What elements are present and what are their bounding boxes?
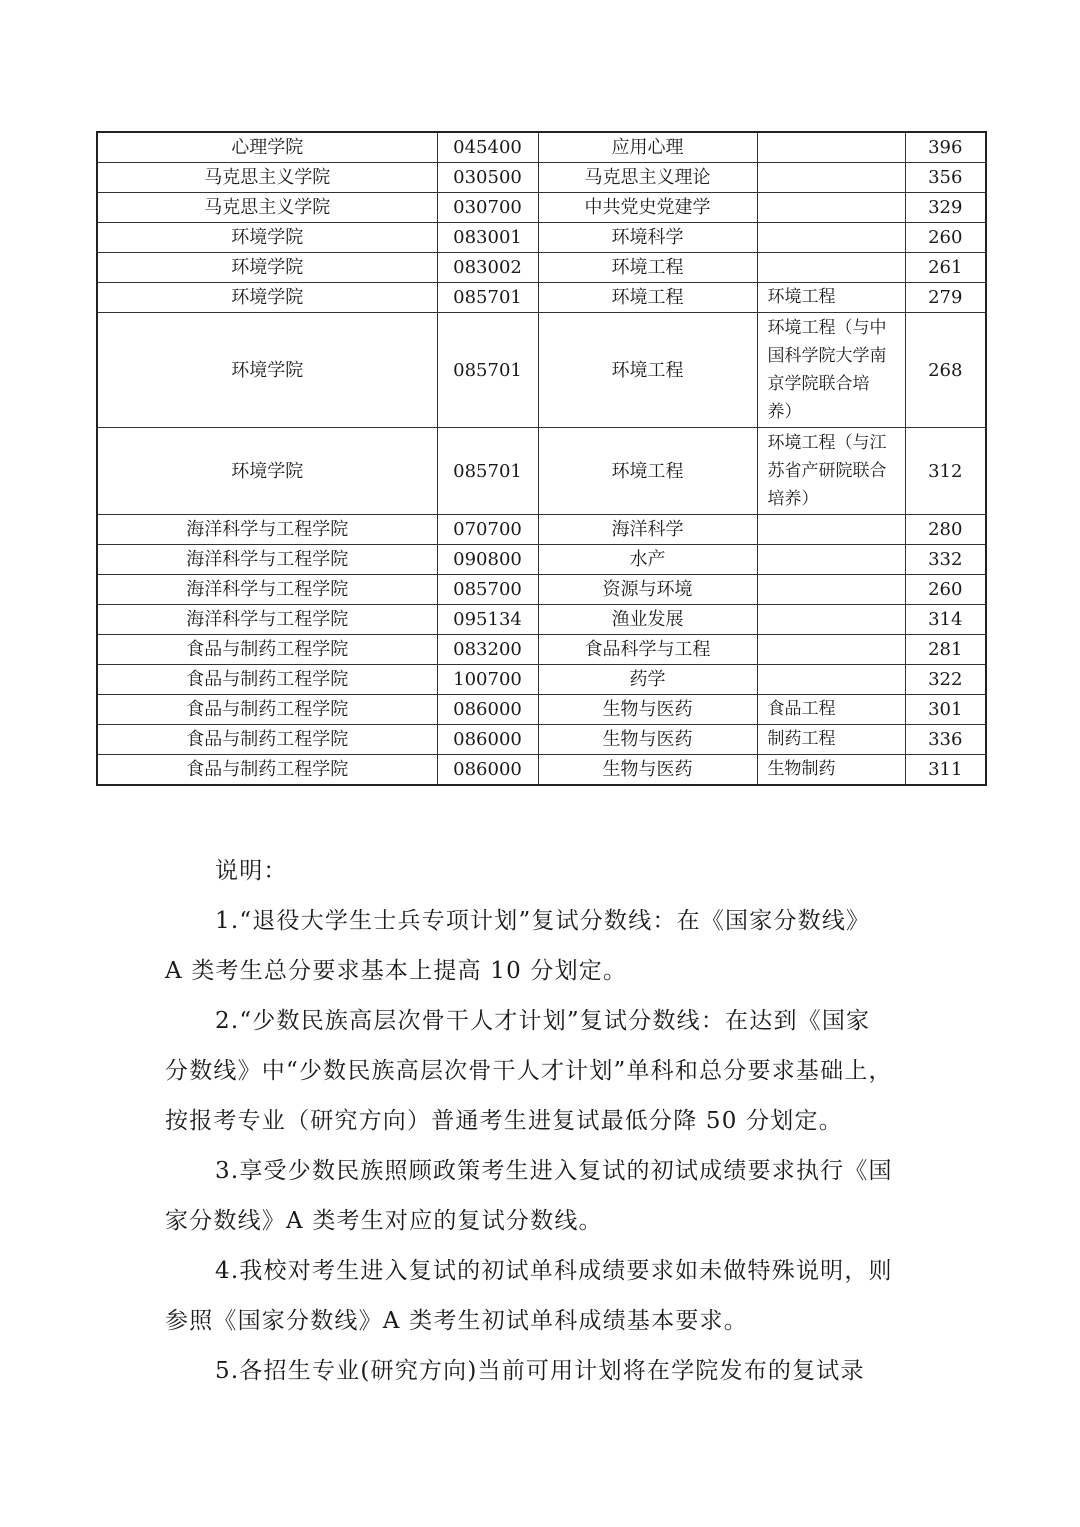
major-name-cell: 生物与医药 [538, 755, 757, 786]
college-cell: 环境学院 [97, 253, 437, 283]
note-line: 1.“退役大学生士兵专项计划”复试分数线：在《国家分数线》 [215, 908, 871, 934]
college-cell: 海洋科学与工程学院 [97, 575, 437, 605]
score-cell: 261 [905, 253, 986, 283]
college-cell: 食品与制药工程学院 [97, 695, 437, 725]
major-name-cell: 环境工程 [538, 428, 757, 515]
direction-line: 培养） [767, 489, 819, 509]
score-cell: 260 [905, 575, 986, 605]
score-cell: 311 [905, 755, 986, 786]
table-row [97, 725, 986, 755]
direction-line: 苏省产研院联合 [767, 461, 887, 481]
major-code-cell: 086000 [437, 695, 538, 725]
college-cell: 心理学院 [97, 132, 437, 163]
direction-line: 养） [767, 402, 802, 422]
table-row [97, 163, 986, 193]
college-cell: 海洋科学与工程学院 [97, 515, 437, 545]
score-cell: 396 [905, 132, 986, 163]
score-cell: 281 [905, 635, 986, 665]
direction-line: 国科学院大学南 [767, 346, 887, 366]
college-cell: 食品与制药工程学院 [97, 665, 437, 695]
major-name-cell: 海洋科学 [538, 515, 757, 545]
major-code-cell: 100700 [437, 665, 538, 695]
direction-cell [757, 313, 905, 428]
major-name-cell: 环境工程 [538, 313, 757, 428]
table-row [97, 253, 986, 283]
note-line: 按报考专业（研究方向）普通考生进复试最低分降 50 分划定。 [165, 1108, 843, 1134]
note-line: 家分数线》A 类考生对应的复试分数线。 [165, 1208, 603, 1234]
major-name-cell: 水产 [538, 545, 757, 575]
direction-line: 京学院联合培 [767, 374, 870, 394]
score-cell: 280 [905, 515, 986, 545]
major-code-cell: 090800 [437, 545, 538, 575]
note-line: 5.各招生专业(研究方向)当前可用计划将在学院发布的复试录 [215, 1358, 865, 1384]
major-name-cell: 生物与医药 [538, 695, 757, 725]
major-code-cell: 095134 [437, 605, 538, 635]
major-code-cell: 045400 [437, 132, 538, 163]
college-cell: 环境学院 [97, 283, 437, 313]
table-row [97, 313, 986, 428]
major-name-cell: 药学 [538, 665, 757, 695]
direction-cell [757, 635, 905, 665]
college-cell: 马克思主义学院 [97, 193, 437, 223]
major-name-cell: 环境工程 [538, 253, 757, 283]
table-row [97, 283, 986, 313]
table-row [97, 605, 986, 635]
table-row [97, 545, 986, 575]
score-cell: 332 [905, 545, 986, 575]
college-cell: 环境学院 [97, 428, 437, 515]
major-name-cell: 食品科学与工程 [538, 635, 757, 665]
table-row [97, 193, 986, 223]
direction-cell: 生物制药 [757, 755, 905, 786]
note-line: 4.我校对考生进入复试的初试单科成绩要求如未做特殊说明，则 [215, 1258, 893, 1284]
major-name-cell: 渔业发展 [538, 605, 757, 635]
major-code-cell: 085701 [437, 283, 538, 313]
note-item [165, 896, 925, 996]
direction-cell [757, 545, 905, 575]
major-code-cell: 070700 [437, 515, 538, 545]
major-code-cell: 085701 [437, 428, 538, 515]
direction-cell: 环境工程 [757, 283, 905, 313]
note-line: 3.享受少数民族照顾政策考生进入复试的初试成绩要求执行《国 [215, 1158, 893, 1184]
major-name-cell: 中共党史党建学 [538, 193, 757, 223]
major-code-cell: 086000 [437, 755, 538, 786]
note-item [165, 1146, 925, 1246]
score-cell: 268 [905, 313, 986, 428]
table-row [97, 132, 986, 163]
score-cell: 279 [905, 283, 986, 313]
direction-cell [757, 575, 905, 605]
major-code-cell: 083002 [437, 253, 538, 283]
note-line: 参照《国家分数线》A 类考生初试单科成绩基本要求。 [165, 1308, 748, 1334]
direction-line: 环境工程（与江 [767, 433, 887, 453]
direction-cell [757, 253, 905, 283]
major-code-cell: 030700 [437, 193, 538, 223]
major-name-cell: 马克思主义理论 [538, 163, 757, 193]
score-cell: 260 [905, 223, 986, 253]
table-row [97, 695, 986, 725]
table-row [97, 223, 986, 253]
note-item [165, 1246, 925, 1346]
major-code-cell: 085701 [437, 313, 538, 428]
note-item [165, 996, 925, 1146]
college-cell: 海洋科学与工程学院 [97, 545, 437, 575]
direction-cell: 制药工程 [757, 725, 905, 755]
college-cell: 环境学院 [97, 313, 437, 428]
college-cell: 海洋科学与工程学院 [97, 605, 437, 635]
major-name-cell: 环境科学 [538, 223, 757, 253]
direction-cell [757, 223, 905, 253]
notes-heading: 说明： [215, 858, 288, 884]
major-code-cell: 085700 [437, 575, 538, 605]
table-body [97, 132, 986, 785]
direction-cell [757, 193, 905, 223]
table-row [97, 428, 986, 515]
notes-section [165, 846, 925, 1396]
direction-cell [757, 605, 905, 635]
direction-cell [757, 163, 905, 193]
notes-list [165, 896, 925, 1396]
major-name-cell: 资源与环境 [538, 575, 757, 605]
score-cell: 312 [905, 428, 986, 515]
note-line: A 类考生总分要求基本上提高 10 分划定。 [165, 958, 628, 984]
major-name-cell: 环境工程 [538, 283, 757, 313]
score-table [96, 131, 987, 786]
college-cell: 食品与制药工程学院 [97, 755, 437, 786]
score-cell: 314 [905, 605, 986, 635]
major-code-cell: 083200 [437, 635, 538, 665]
table-row [97, 575, 986, 605]
college-cell: 食品与制药工程学院 [97, 635, 437, 665]
college-cell: 食品与制药工程学院 [97, 725, 437, 755]
table-row [97, 665, 986, 695]
major-code-cell: 083001 [437, 223, 538, 253]
note-line: 分数线》中“少数民族高层次骨干人才计划”单科和总分要求基础上， [165, 1058, 893, 1084]
table-row [97, 635, 986, 665]
direction-cell [757, 665, 905, 695]
score-cell: 356 [905, 163, 986, 193]
direction-cell [757, 132, 905, 163]
score-cell: 322 [905, 665, 986, 695]
note-item [165, 1346, 925, 1396]
table-row [97, 755, 986, 786]
major-name-cell: 应用心理 [538, 132, 757, 163]
score-cell: 301 [905, 695, 986, 725]
college-cell: 马克思主义学院 [97, 163, 437, 193]
score-cell: 336 [905, 725, 986, 755]
direction-cell [757, 515, 905, 545]
table-row [97, 515, 986, 545]
college-cell: 环境学院 [97, 223, 437, 253]
note-line: 2.“少数民族高层次骨干人才计划”复试分数线：在达到《国家 [215, 1008, 871, 1034]
score-cell: 329 [905, 193, 986, 223]
direction-cell [757, 428, 905, 515]
direction-line: 环境工程（与中 [767, 318, 887, 338]
direction-cell: 食品工程 [757, 695, 905, 725]
major-code-cell: 030500 [437, 163, 538, 193]
major-name-cell: 生物与医药 [538, 725, 757, 755]
major-code-cell: 086000 [437, 725, 538, 755]
